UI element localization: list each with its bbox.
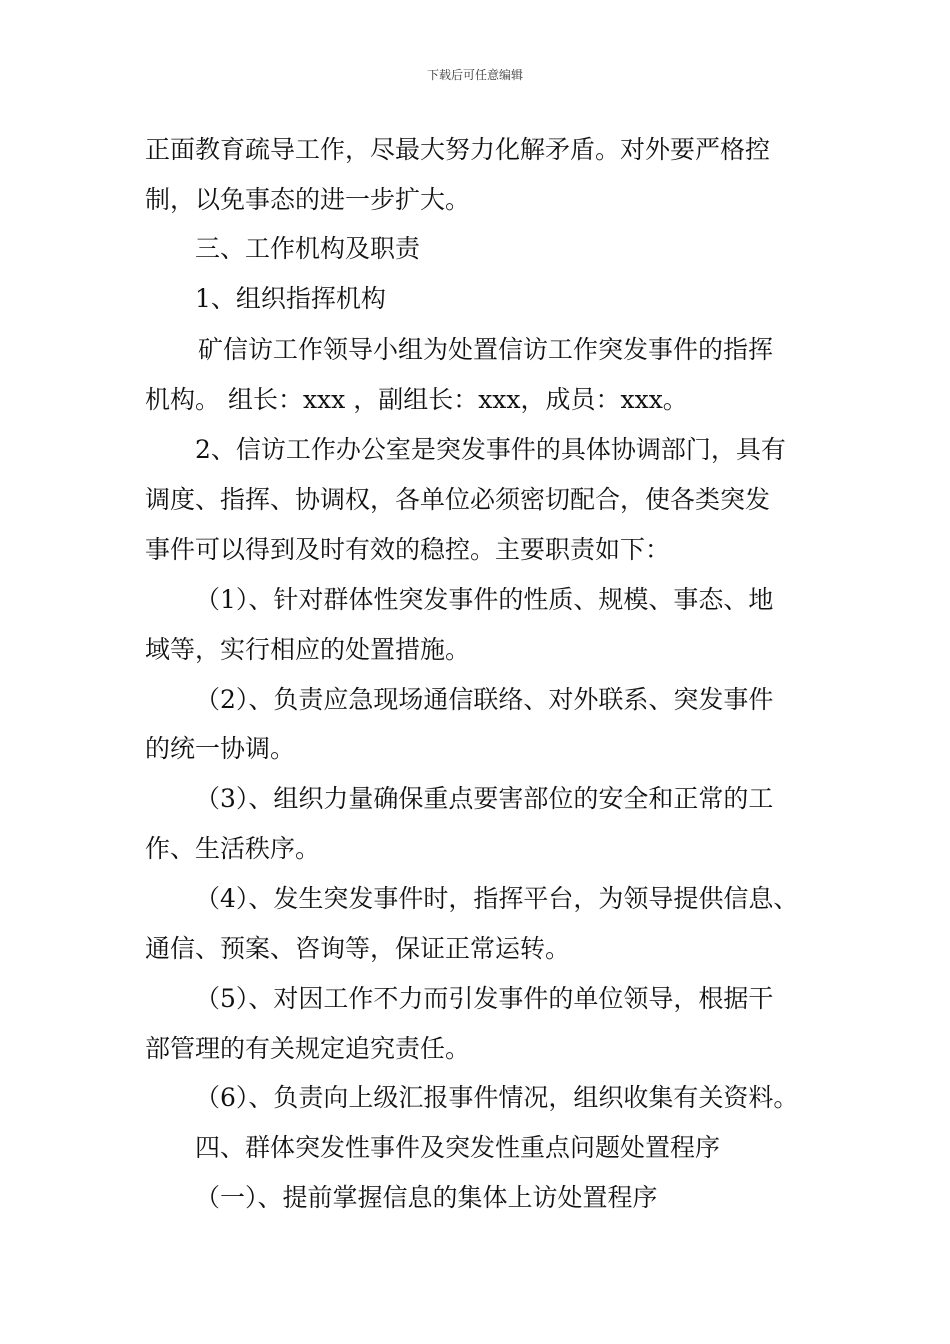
text-line: 矿信访工作领导小组为处置信访工作突发事件的指挥	[198, 335, 774, 364]
list-item: （2）、负责应急现场通信联络、对外联系、突发事件	[195, 685, 774, 714]
text-line: 调度、指挥、协调权，各单位必须密切配合，使各类突发	[145, 485, 771, 514]
text-line: 制，以免事态的进一步扩大。	[145, 185, 471, 214]
page-header-note: 下载后可任意编辑	[426, 68, 523, 82]
list-item: （4）、发生突发事件时，指挥平台，为领导提供信息、	[195, 884, 799, 913]
text-line: 事件可以得到及时有效的稳控。主要职责如下：	[145, 535, 671, 564]
text-line: 正面教育疏导工作，尽最大努力化解矛盾。对外要严格控	[145, 135, 771, 164]
text-line: 域等，实行相应的处置措施。	[145, 635, 471, 664]
subsection-heading: （一）、提前掌握信息的集体上访处置程序	[195, 1183, 658, 1212]
list-item: （3）、组织力量确保重点要害部位的安全和正常的工	[195, 784, 774, 813]
list-item: （1）、针对群体性突发事件的性质、规模、事态、地	[195, 585, 774, 614]
text-line: 机构。 组长：xxx ，副组长：xxx，成员：xxx。	[145, 385, 688, 414]
list-item: （5）、对因工作不力而引发事件的单位领导，根据干	[195, 984, 774, 1013]
text-line: 通信、预案、咨询等，保证正常运转。	[145, 934, 571, 963]
section-heading: 四、群体突发性事件及突发性重点问题处置程序	[195, 1133, 721, 1162]
subsection-heading: 1、组织指挥机构	[195, 284, 386, 313]
list-item: （6）、负责向上级汇报事件情况，组织收集有关资料。	[195, 1083, 799, 1112]
text-line: 2、信访工作办公室是突发事件的具体协调部门，具有	[195, 435, 786, 464]
text-line: 的统一协调。	[145, 734, 296, 763]
section-heading: 三、工作机构及职责	[195, 234, 421, 263]
text-line: 部管理的有关规定追究责任。	[145, 1034, 471, 1063]
text-line: 作、生活秩序。	[145, 834, 321, 863]
